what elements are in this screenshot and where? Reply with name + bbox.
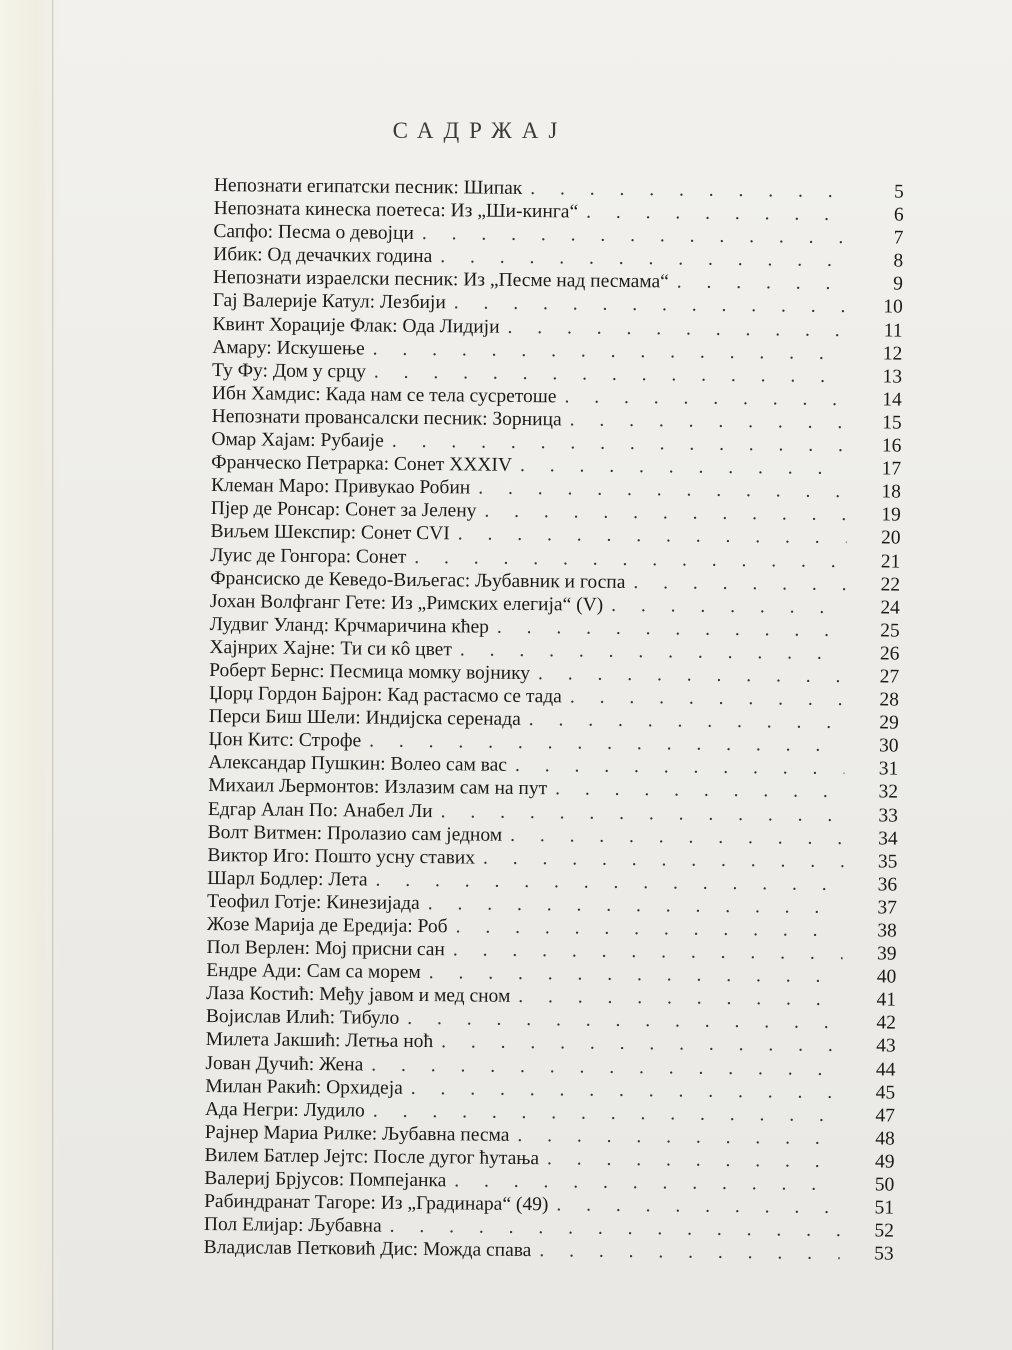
page-title: САДРЖАЈ — [392, 118, 568, 143]
toc-entry-title: Лаза Костић: Међу јавом и мед сном — [206, 983, 511, 1008]
toc-entry-title: Пол Елијар: Љубавна — [203, 1214, 382, 1237]
toc-entry-title: Јохан Волфганг Гете: Из „Римских елегија“ (V) — [209, 590, 604, 616]
dot-leader — [515, 754, 845, 780]
dot-leader — [510, 823, 844, 849]
dot-leader — [517, 1124, 841, 1150]
toc-entry-title: Војислав Илић: Тибуло — [205, 1006, 400, 1030]
dot-leader — [547, 1147, 841, 1173]
toc-page-number: 34 — [878, 828, 898, 850]
toc-entry-title: Рабиндранат Тагоре: Из „Градинара“ (49) — [204, 1191, 549, 1216]
toc-page-number: 48 — [875, 1128, 895, 1150]
toc-page-number: 22 — [880, 574, 901, 596]
toc-page-number: 47 — [875, 1105, 896, 1127]
toc-page-number: 14 — [882, 389, 902, 411]
toc-entry-title: Омар Хајам: Рубаије — [211, 429, 384, 452]
toc-page-number: 15 — [882, 412, 902, 434]
toc-page-number: 41 — [876, 989, 897, 1011]
toc-entry-title: Ада Негри: Лудило — [204, 1098, 365, 1122]
toc-entry-title: Жозе Марија де Ередија: Роб — [206, 913, 448, 938]
binding-edge — [52, 0, 54, 1350]
toc-page-number: 43 — [876, 1035, 896, 1058]
dot-leader — [539, 1239, 839, 1265]
dot-leader — [478, 477, 847, 504]
toc-entry-title: Михаил Љермонтов: Излазим сам на пут — [208, 775, 548, 800]
toc-page-number: 18 — [881, 481, 902, 503]
toc-page-number: 33 — [878, 804, 898, 827]
toc-entry-title: Пјер де Ронсар: Сонет за Јелену — [210, 498, 477, 522]
toc-entry-title: Милан Ракић: Орхидеја — [205, 1075, 403, 1099]
toc-page-number: 11 — [883, 319, 903, 342]
toc-page-number: 50 — [874, 1174, 895, 1196]
toc-page-number: 9 — [893, 273, 904, 295]
toc-entry-title: Непознати провансалски песник: Зорница — [211, 405, 562, 431]
toc-entry-title: Џон Китс: Строфе — [208, 729, 362, 752]
dot-leader — [633, 571, 846, 596]
toc-entry-title: Клеман Маро: Привукао Робин — [210, 475, 471, 499]
toc-page-number: 42 — [876, 1012, 896, 1034]
dot-leader — [556, 1193, 840, 1219]
toc-entry-title: Непозната кинеска поетеса: Из „Ши-кинга“ — [213, 198, 579, 223]
toc-page-number: 17 — [881, 458, 902, 480]
dot-leader — [507, 315, 848, 341]
toc-page-number: 27 — [879, 666, 900, 688]
toc-entry-title: Волт Витмен: Пролазио сам једном — [207, 821, 503, 846]
toc-entry-title: Сапфо: Песма о девојци — [213, 221, 414, 245]
toc-page-number: 40 — [876, 966, 897, 988]
toc-page-number: 16 — [881, 435, 902, 457]
toc-entry-title: Ибик: Од дечачких година — [213, 244, 433, 268]
toc-entry-title: Лудвиг Уланд: Крчмаричина кћер — [209, 613, 490, 638]
toc-page-number: 53 — [874, 1243, 894, 1265]
table-of-contents — [204, 174, 904, 1266]
toc-entry-title: Ендре Ади: Сам са морем — [206, 960, 421, 984]
toc-entry-title: Рајнер Мариа Рилке: Љубавна песма — [204, 1121, 510, 1146]
toc-page-number: 21 — [880, 550, 901, 573]
toc-entry-title: Владислав Петковић Дис: Можда спава — [203, 1237, 532, 1262]
dot-leader — [586, 201, 850, 227]
toc-page-number: 12 — [882, 343, 903, 365]
dot-leader — [570, 408, 848, 434]
dot-leader — [518, 985, 842, 1011]
toc-entry-title: Квинт Хорације Флак: Ода Лидији — [212, 313, 500, 338]
dot-leader — [530, 177, 850, 203]
dot-leader — [529, 708, 845, 734]
dot-leader — [564, 385, 848, 411]
toc-entry-title: Џорџ Гордон Бајрон: Кад растасмо се тада — [208, 683, 562, 708]
toc-entry-title: Милета Јакшић: Летња ноћ — [205, 1029, 434, 1053]
toc-page-number: 35 — [877, 851, 898, 873]
toc-entry-title: Хајнрих Хајне: Ти си кô цвет — [209, 636, 452, 661]
toc-page-number: 8 — [893, 250, 904, 272]
dot-leader — [555, 778, 844, 804]
toc-page-number: 19 — [881, 504, 901, 526]
toc-entry-title: Ту Фу: Дом у срцу — [212, 359, 367, 383]
toc-entry-title: Теофил Готје: Кинезијада — [206, 890, 420, 914]
toc-entry-title: Роберт Бернс: Песмица момку војнику — [209, 659, 531, 685]
toc-page-number: 30 — [878, 735, 899, 757]
toc-page-number: 38 — [877, 920, 897, 942]
toc-page-number: 28 — [879, 689, 900, 711]
toc-page-number: 26 — [879, 643, 900, 665]
toc-entry-title: Франческо Петрарка: Сонет XXXIV — [211, 452, 513, 476]
toc-page-number: 13 — [882, 366, 903, 388]
toc-page-number: 7 — [893, 227, 904, 249]
toc-page-number: 44 — [875, 1058, 896, 1081]
toc-entry-title: Вилем Батлер Јејтс: После дугог ћутања — [204, 1144, 540, 1170]
toc-page-number: 6 — [893, 204, 904, 226]
toc-page-number: 31 — [878, 758, 899, 780]
toc-entry-title: Непознати израелски песник: Из „Песме над песмама“ — [212, 267, 669, 293]
dot-leader — [520, 454, 847, 480]
toc-entry-title: Перси Биш Шели: Индијска серенада — [208, 706, 521, 731]
toc-page-number: 5 — [894, 181, 904, 203]
toc-page-number: 45 — [875, 1082, 896, 1104]
toc-entry-title: Валериј Брјусов: Помпејанка — [204, 1167, 447, 1192]
toc-entry-title: Виљем Шекспир: Сонет CVI — [210, 521, 450, 545]
toc-page-number: 36 — [877, 874, 898, 896]
toc-entry-title: Амару: Искушење — [212, 336, 365, 360]
dot-leader — [483, 846, 844, 872]
toc-entry-title: Пол Верлен: Мој присни сан — [206, 937, 446, 961]
toc-entry-title: Гај Валерије Катул: Лезбији — [212, 290, 446, 314]
toc-entry-title: Јован Дучић: Жена — [205, 1052, 364, 1076]
toc-page-number: 25 — [880, 620, 900, 642]
toc-page-number: 24 — [880, 597, 900, 619]
dot-leader — [570, 686, 845, 712]
toc-page-number: 52 — [874, 1220, 894, 1242]
dot-leader — [538, 662, 845, 688]
toc-entry-title: Франсиско де Кеведо-Виљегас: Љубавник и госпа — [210, 567, 626, 593]
toc-entry-title: Виктор Иго: Пошто усну ставих — [207, 844, 476, 869]
toc-entry-title: Луис де Гонгора: Сонет — [210, 544, 407, 568]
toc-page-number: 32 — [878, 781, 899, 804]
toc-page-number: 20 — [880, 527, 901, 550]
toc-page-number: 49 — [874, 1151, 895, 1173]
toc-entry-title: Шарл Бодлер: Лета — [207, 867, 368, 891]
toc-page-number: 51 — [874, 1197, 895, 1219]
toc-entry-title: Александар Пушкин: Волео сам вас — [208, 752, 508, 777]
dot-leader — [484, 500, 847, 526]
dot-leader — [497, 616, 846, 642]
toc-page-number: 39 — [876, 943, 897, 965]
book-gutter — [0, 0, 60, 1350]
toc-page-number: 10 — [883, 296, 903, 319]
toc-entry-title: Едгар Алан По: Анабел Ли — [207, 798, 433, 822]
dot-leader — [677, 271, 849, 296]
toc-page-number: 37 — [877, 897, 898, 919]
toc-entry-title: Ибн Хамдис: Када нам се тела сусретоше — [211, 382, 557, 408]
toc-page-number: 29 — [879, 712, 899, 734]
dot-leader — [611, 594, 846, 619]
toc-entry-title: Непознати египатски песник: Шипак — [213, 174, 523, 199]
